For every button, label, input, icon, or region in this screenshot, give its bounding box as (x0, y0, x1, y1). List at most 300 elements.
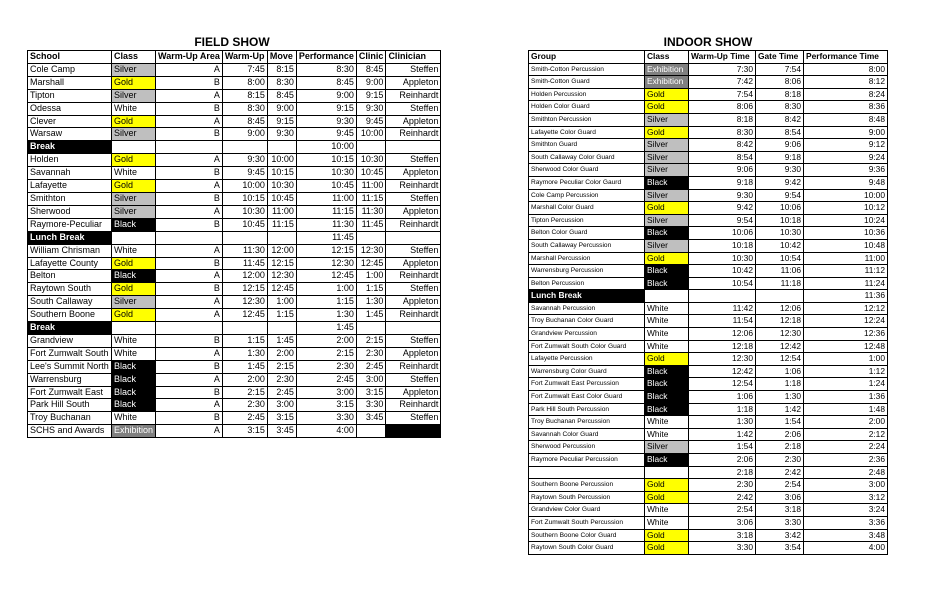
clinician-cell: Appleton (386, 167, 441, 180)
class-cell: Black (645, 365, 689, 378)
table-row (529, 63, 888, 76)
class-cell: Black (645, 176, 689, 189)
header-class: Class (645, 51, 689, 64)
warmup-time-cell: 8:42 (689, 139, 756, 152)
gate-time-cell: 1:18 (756, 378, 804, 391)
gate-time-cell: 9:42 (756, 176, 804, 189)
school-cell: Lafayette County (28, 257, 112, 270)
warmup-cell (222, 322, 267, 335)
class-cell: Black (112, 270, 156, 283)
class-cell: White (645, 416, 689, 429)
table-row (529, 479, 888, 492)
clinic-cell: 10:30 (356, 154, 386, 167)
gate-time-cell: 11:06 (756, 265, 804, 278)
class-cell: Silver (112, 192, 156, 205)
performance-time-cell: 9:36 (804, 164, 888, 177)
warmup-time-cell: 1:30 (689, 416, 756, 429)
move-cell: 11:15 (267, 218, 296, 231)
gate-time-cell: 10:06 (756, 202, 804, 215)
warmup-area-cell: A (156, 309, 223, 322)
warmup-time-cell: 11:54 (689, 315, 756, 328)
gate-time-cell: 1:06 (756, 365, 804, 378)
table-row (28, 386, 441, 399)
table-row (529, 542, 888, 555)
class-cell: Gold (112, 180, 156, 193)
move-cell: 12:45 (267, 283, 296, 296)
clinic-cell: 9:00 (356, 76, 386, 89)
group-cell: Holden Color Guard (529, 101, 645, 114)
warmup-area-cell: A (156, 373, 223, 386)
warmup-area-cell: A (156, 296, 223, 309)
table-row (28, 89, 441, 102)
table-row (529, 315, 888, 328)
move-cell: 9:30 (267, 128, 296, 141)
table-row (28, 283, 441, 296)
gate-time-cell: 8:18 (756, 88, 804, 101)
group-cell: Park Hill South Percussion (529, 403, 645, 416)
class-cell: Exhibition (112, 425, 156, 438)
table-row (529, 529, 888, 542)
group-cell: Marshall Color Guard (529, 202, 645, 215)
warmup-time-cell: 8:30 (689, 126, 756, 139)
table-row (28, 360, 441, 373)
table-row (529, 353, 888, 366)
gate-time-cell: 8:06 (756, 76, 804, 89)
warmup-time-cell: 2:54 (689, 504, 756, 517)
class-cell: White (645, 340, 689, 353)
move-cell: 1:45 (267, 334, 296, 347)
class-cell: White (645, 315, 689, 328)
warmup-time-cell: 7:30 (689, 63, 756, 76)
class-cell: Silver (645, 441, 689, 454)
warmup-cell: 8:45 (222, 115, 267, 128)
performance-time-cell: 2:00 (804, 416, 888, 429)
move-cell: 1:15 (267, 309, 296, 322)
warmup-time-cell: 1:18 (689, 403, 756, 416)
school-cell: Tipton (28, 89, 112, 102)
table-row (529, 202, 888, 215)
performance-cell: 8:30 (296, 63, 356, 76)
clinic-cell: 2:30 (356, 347, 386, 360)
clinician-cell: Appleton (386, 205, 441, 218)
performance-cell: 2:15 (296, 347, 356, 360)
class-cell: Exhibition (645, 76, 689, 89)
field-show-title: FIELD SHOW (194, 35, 270, 49)
performance-time-cell: 12:24 (804, 315, 888, 328)
clinician-cell: Reinhardt (386, 128, 441, 141)
performance-cell: 8:45 (296, 76, 356, 89)
class-cell (112, 141, 156, 154)
school-cell: Odessa (28, 102, 112, 115)
break-row (28, 141, 441, 154)
school-cell: Clever (28, 115, 112, 128)
table-row (28, 167, 441, 180)
table-row (529, 164, 888, 177)
group-cell: South Callaway Percussion (529, 239, 645, 252)
warmup-cell: 3:15 (222, 425, 267, 438)
warmup-area-cell: A (156, 154, 223, 167)
warmup-cell: 8:30 (222, 102, 267, 115)
gate-time-cell: 3:06 (756, 491, 804, 504)
performance-cell: 10:30 (296, 167, 356, 180)
warmup-cell: 10:15 (222, 192, 267, 205)
performance-time-cell: 8:24 (804, 88, 888, 101)
warmup-area-cell (156, 322, 223, 335)
move-cell: 12:00 (267, 244, 296, 257)
performance-time-cell: 2:24 (804, 441, 888, 454)
clinician-cell: Reinhardt (386, 180, 441, 193)
class-cell: Gold (645, 101, 689, 114)
performance-time-cell: 8:48 (804, 113, 888, 126)
move-cell: 11:00 (267, 205, 296, 218)
performance-time-cell: 4:00 (804, 542, 888, 555)
gate-time-cell (756, 290, 804, 303)
performance-cell: 2:00 (296, 334, 356, 347)
clinic-cell: 3:30 (356, 399, 386, 412)
warmup-cell: 8:15 (222, 89, 267, 102)
performance-time-cell: 1:36 (804, 391, 888, 404)
performance-time-cell: 1:24 (804, 378, 888, 391)
class-cell: Silver (645, 151, 689, 164)
gate-time-cell: 1:30 (756, 391, 804, 404)
warmup-cell: 11:30 (222, 244, 267, 257)
class-cell: Gold (645, 353, 689, 366)
performance-cell: 2:45 (296, 373, 356, 386)
class-cell: Black (645, 403, 689, 416)
warmup-cell: 10:45 (222, 218, 267, 231)
clinic-cell: 11:30 (356, 205, 386, 218)
warmup-area-cell: B (156, 386, 223, 399)
warmup-time-cell: 1:42 (689, 428, 756, 441)
gate-time-cell: 12:06 (756, 302, 804, 315)
performance-time-cell: 12:12 (804, 302, 888, 315)
indoor-show-title: INDOOR SHOW (663, 35, 753, 49)
class-cell: White (645, 504, 689, 517)
group-cell: Smith-Cotton Percussion (529, 63, 645, 76)
class-cell: Black (112, 399, 156, 412)
table-row (529, 265, 888, 278)
clinician-cell (386, 425, 441, 438)
performance-cell: 1:15 (296, 296, 356, 309)
table-row (529, 466, 888, 479)
clinic-cell: 3:00 (356, 373, 386, 386)
performance-time-cell: 10:12 (804, 202, 888, 215)
class-cell: Black (112, 373, 156, 386)
clinician-cell: Appleton (386, 296, 441, 309)
warmup-cell: 1:30 (222, 347, 267, 360)
group-cell: Warrensburg Color Guard (529, 365, 645, 378)
clinic-cell (356, 231, 386, 244)
warmup-cell: 12:30 (222, 296, 267, 309)
group-cell: Southern Boone Color Guard (529, 529, 645, 542)
clinician-cell: Steffen (386, 334, 441, 347)
move-cell: 10:15 (267, 167, 296, 180)
school-cell: Break (28, 322, 112, 335)
table-row (529, 214, 888, 227)
group-cell: Smithton Guard (529, 139, 645, 152)
class-cell: Silver (645, 239, 689, 252)
class-cell: Gold (645, 202, 689, 215)
table-row (529, 176, 888, 189)
table-row (28, 115, 441, 128)
warmup-time-cell: 12:06 (689, 328, 756, 341)
clinic-cell: 3:45 (356, 412, 386, 425)
class-cell: Black (112, 360, 156, 373)
performance-time-cell: 1:12 (804, 365, 888, 378)
clinician-cell: Reinhardt (386, 399, 441, 412)
group-cell: Raytown South Percussion (529, 491, 645, 504)
table-row (28, 412, 441, 425)
warmup-area-cell: B (156, 283, 223, 296)
clinic-cell: 11:45 (356, 218, 386, 231)
class-cell: Silver (112, 296, 156, 309)
gate-time-cell: 2:18 (756, 441, 804, 454)
warmup-cell: 2:45 (222, 412, 267, 425)
performance-cell: 1:45 (296, 322, 356, 335)
school-cell: Park Hill South (28, 399, 112, 412)
warmup-cell: 9:00 (222, 128, 267, 141)
indoor-header-row (529, 51, 888, 64)
move-cell: 8:15 (267, 63, 296, 76)
table-row (529, 454, 888, 467)
clinician-cell: Reinhardt (386, 270, 441, 283)
class-cell: Silver (645, 113, 689, 126)
group-cell: Warrensburg Percussion (529, 265, 645, 278)
group-cell: Sherwood Percussion (529, 441, 645, 454)
warmup-cell: 10:00 (222, 180, 267, 193)
move-cell: 2:00 (267, 347, 296, 360)
group-cell: Fort Zumwalt South Color Guard (529, 340, 645, 353)
school-cell: South Callaway (28, 296, 112, 309)
move-cell: 10:45 (267, 192, 296, 205)
performance-time-cell: 8:00 (804, 63, 888, 76)
warmup-time-cell: 2:18 (689, 466, 756, 479)
clinician-cell (386, 322, 441, 335)
warmup-area-cell: B (156, 218, 223, 231)
indoor-show-table (528, 50, 888, 555)
clinic-cell: 1:15 (356, 283, 386, 296)
performance-time-cell: 2:48 (804, 466, 888, 479)
performance-cell: 1:30 (296, 309, 356, 322)
group-cell: Smithton Percussion (529, 113, 645, 126)
group-cell: Troy Buchanan Percussion (529, 416, 645, 429)
school-cell: Southern Boone (28, 309, 112, 322)
class-cell: Gold (112, 309, 156, 322)
warmup-cell: 11:45 (222, 257, 267, 270)
clinic-cell (356, 322, 386, 335)
move-cell: 8:30 (267, 76, 296, 89)
group-cell: Savannah Color Guard (529, 428, 645, 441)
table-row (529, 428, 888, 441)
clinic-cell: 10:45 (356, 167, 386, 180)
warmup-cell: 1:45 (222, 360, 267, 373)
move-cell: 9:00 (267, 102, 296, 115)
warmup-time-cell: 8:54 (689, 151, 756, 164)
class-cell: Silver (112, 63, 156, 76)
school-cell: Belton (28, 270, 112, 283)
table-row (529, 139, 888, 152)
performance-cell: 12:15 (296, 244, 356, 257)
table-row (529, 491, 888, 504)
table-row (529, 76, 888, 89)
class-cell: Black (645, 277, 689, 290)
group-cell: Raymore Peculiar Percussion (529, 454, 645, 467)
table-row (529, 227, 888, 240)
warmup-area-cell: A (156, 399, 223, 412)
class-cell: White (112, 244, 156, 257)
warmup-area-cell: A (156, 180, 223, 193)
performance-time-cell: 3:00 (804, 479, 888, 492)
group-cell: Troy Buchanan Color Guard (529, 315, 645, 328)
school-cell: SCHS and Awards (28, 425, 112, 438)
table-row (28, 296, 441, 309)
clinician-cell: Reinhardt (386, 218, 441, 231)
performance-cell: 11:15 (296, 205, 356, 218)
warmup-area-cell: B (156, 412, 223, 425)
clinician-cell: Steffen (386, 244, 441, 257)
performance-time-cell: 12:36 (804, 328, 888, 341)
class-cell: White (112, 412, 156, 425)
performance-time-cell: 10:36 (804, 227, 888, 240)
table-row (529, 365, 888, 378)
warmup-cell: 9:30 (222, 154, 267, 167)
warmup-time-cell: 10:30 (689, 252, 756, 265)
performance-cell: 9:45 (296, 128, 356, 141)
warmup-time-cell: 12:18 (689, 340, 756, 353)
warmup-area-cell (156, 141, 223, 154)
gate-time-cell: 3:30 (756, 516, 804, 529)
performance-time-cell: 9:24 (804, 151, 888, 164)
table-row (529, 88, 888, 101)
move-cell: 12:30 (267, 270, 296, 283)
warmup-cell: 12:00 (222, 270, 267, 283)
class-cell: Black (645, 378, 689, 391)
table-row (529, 441, 888, 454)
clinician-cell: Steffen (386, 102, 441, 115)
warmup-time-cell: 12:54 (689, 378, 756, 391)
clinician-cell: Appleton (386, 257, 441, 270)
warmup-time-cell: 3:18 (689, 529, 756, 542)
class-cell: Gold (645, 542, 689, 555)
table-row (529, 391, 888, 404)
warmup-cell: 9:45 (222, 167, 267, 180)
move-cell: 10:30 (267, 180, 296, 193)
warmup-time-cell: 9:30 (689, 189, 756, 202)
gate-time-cell: 3:42 (756, 529, 804, 542)
warmup-area-cell: A (156, 63, 223, 76)
move-cell (267, 322, 296, 335)
performance-cell: 9:00 (296, 89, 356, 102)
warmup-time-cell: 7:54 (689, 88, 756, 101)
school-cell: Warsaw (28, 128, 112, 141)
warmup-cell: 1:15 (222, 334, 267, 347)
move-cell: 12:15 (267, 257, 296, 270)
school-cell: Fort Zumwalt South (28, 347, 112, 360)
table-row (529, 302, 888, 315)
performance-time-cell: 3:48 (804, 529, 888, 542)
warmup-time-cell: 12:42 (689, 365, 756, 378)
gate-time-cell: 9:54 (756, 189, 804, 202)
group-cell: Belton Color Guard (529, 227, 645, 240)
class-cell: White (112, 334, 156, 347)
table-row (529, 504, 888, 517)
school-cell: Lafayette (28, 180, 112, 193)
school-cell: Lunch Break (28, 231, 112, 244)
performance-time-cell: 2:36 (804, 454, 888, 467)
performance-cell: 3:30 (296, 412, 356, 425)
move-cell (267, 141, 296, 154)
class-cell: Black (112, 218, 156, 231)
table-row (529, 416, 888, 429)
gate-time-cell: 12:30 (756, 328, 804, 341)
gate-time-cell: 10:18 (756, 214, 804, 227)
table-row (529, 113, 888, 126)
warmup-cell: 2:15 (222, 386, 267, 399)
header-group: Group (529, 51, 645, 64)
performance-time-cell: 11:36 (804, 290, 888, 303)
performance-time-cell: 10:00 (804, 189, 888, 202)
warmup-time-cell: 9:18 (689, 176, 756, 189)
warmup-time-cell: 1:54 (689, 441, 756, 454)
performance-cell: 10:00 (296, 141, 356, 154)
performance-time-cell: 2:12 (804, 428, 888, 441)
gate-time-cell: 12:42 (756, 340, 804, 353)
field-show-table (27, 50, 441, 438)
gate-time-cell: 2:54 (756, 479, 804, 492)
school-cell: Holden (28, 154, 112, 167)
gate-time-cell: 9:18 (756, 151, 804, 164)
table-row (28, 205, 441, 218)
class-cell (645, 290, 689, 303)
field-header-row (28, 51, 441, 64)
table-row (28, 63, 441, 76)
gate-time-cell: 1:42 (756, 403, 804, 416)
performance-time-cell: 11:12 (804, 265, 888, 278)
group-cell: Belton Percussion (529, 277, 645, 290)
break-row (28, 322, 441, 335)
class-cell: Gold (645, 479, 689, 492)
class-cell: White (645, 302, 689, 315)
clinic-cell (356, 425, 386, 438)
warmup-cell: 12:15 (222, 283, 267, 296)
class-cell (112, 231, 156, 244)
clinician-cell: Reinhardt (386, 89, 441, 102)
gate-time-cell: 10:30 (756, 227, 804, 240)
group-cell: Southern Boone Percussion (529, 479, 645, 492)
warmup-area-cell: A (156, 115, 223, 128)
table-row (529, 328, 888, 341)
warmup-area-cell: A (156, 425, 223, 438)
warmup-time-cell: 10:54 (689, 277, 756, 290)
gate-time-cell: 2:42 (756, 466, 804, 479)
clinician-cell: Appleton (386, 386, 441, 399)
break-row (529, 290, 888, 303)
move-cell: 1:00 (267, 296, 296, 309)
warmup-area-cell (156, 231, 223, 244)
performance-time-cell: 1:00 (804, 353, 888, 366)
performance-time-cell: 3:24 (804, 504, 888, 517)
class-cell: Silver (112, 128, 156, 141)
move-cell: 2:15 (267, 360, 296, 373)
warmup-area-cell: B (156, 257, 223, 270)
gate-time-cell: 9:06 (756, 139, 804, 152)
class-cell: Silver (645, 214, 689, 227)
warmup-time-cell: 2:06 (689, 454, 756, 467)
clinician-cell: Reinhardt (386, 360, 441, 373)
header-performance: Performance (296, 51, 356, 64)
clinician-cell: Steffen (386, 412, 441, 425)
gate-time-cell: 8:42 (756, 113, 804, 126)
